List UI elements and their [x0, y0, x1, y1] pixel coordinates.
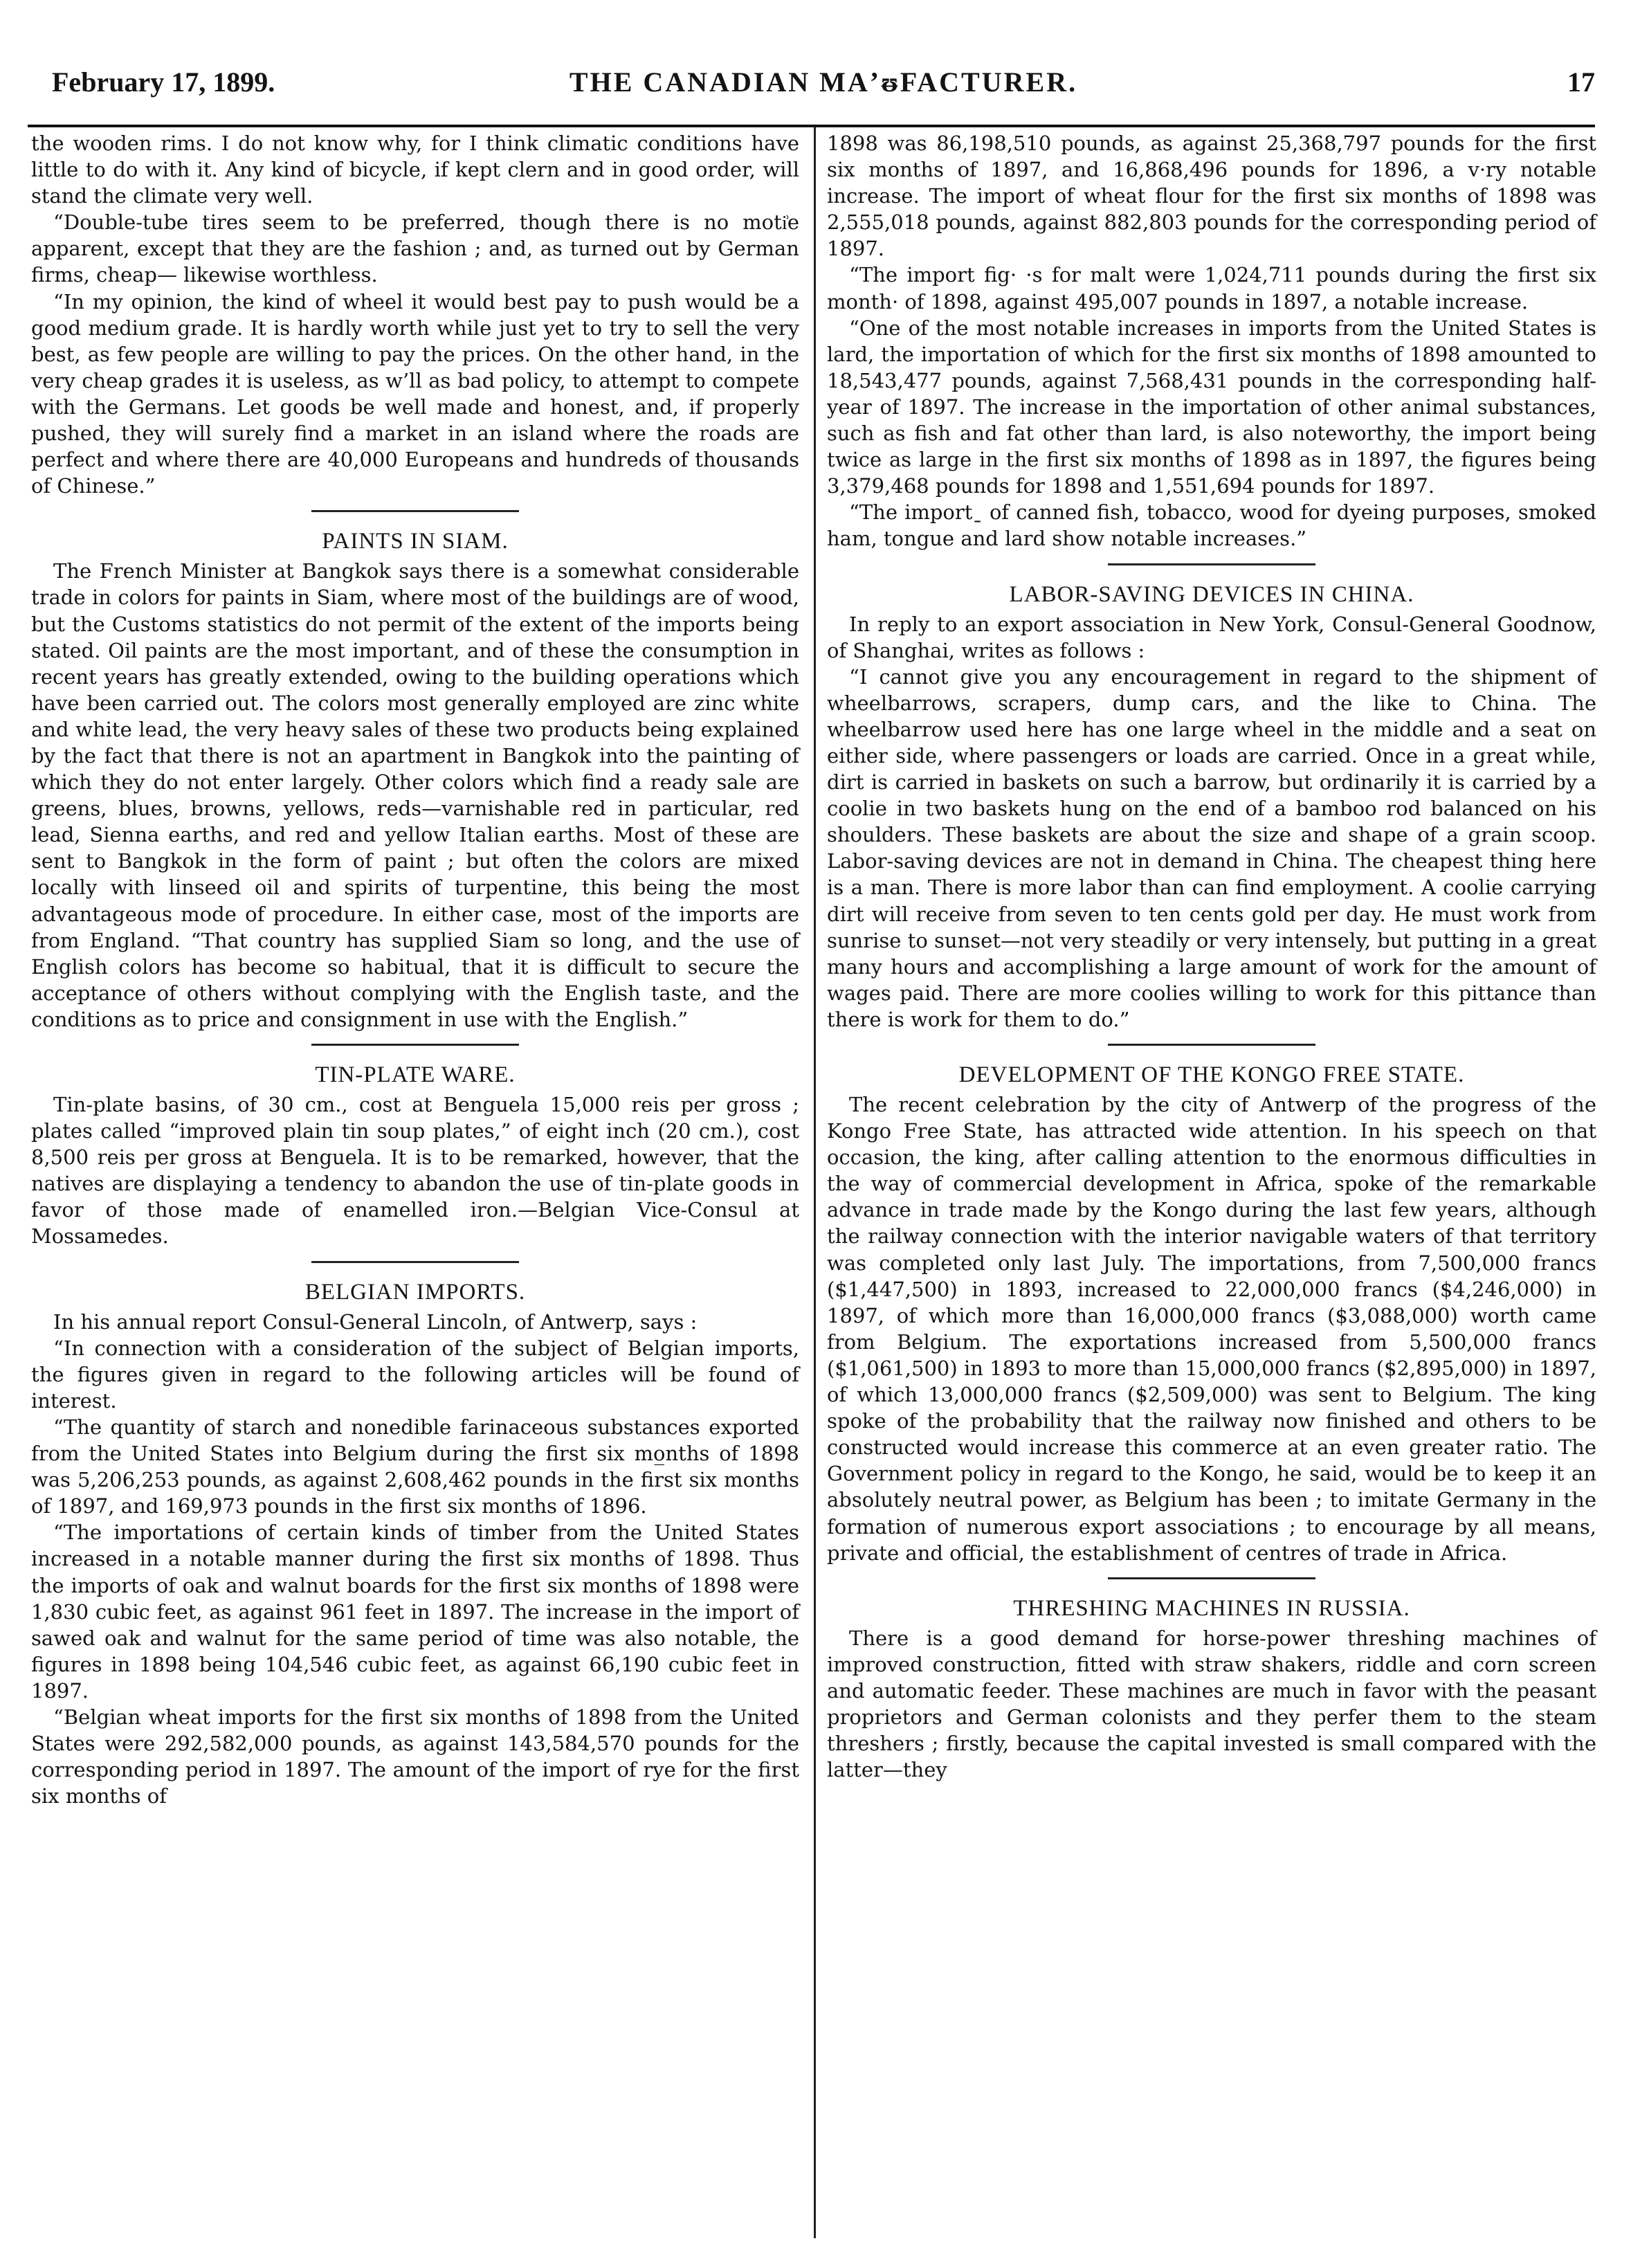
article-paragraph: The French Minister at Bangkok says there is a somewhat considerable trade in colors for paints in Siam, where most of the buildings are of wood, but the Customs statistics do not permit of the extent of the imports being stated. Oil paints are the most important, and of these the consumption in recent years has greatly extended, owing to the building operations which have been carried out. The colors most generally employed are zinc white and white lead, the very heavy sales of these two products being explained by the fact that there is not an apartment in Bangkok into the painting of which they do not enter largely. Other colors which find a ready sale are greens, blues, browns, yellows, reds—varnishable red in particular, red lead, Sienna earths, and red and yellow Italian earths. Most of these are sent to Bangkok in the form of paint ; but often the colors are mixed locally with linseed oil and spirits of turpentine, this being the most advantageous mode of procedure. In either case, most of the imports are from England. “That country has supplied Siam so long, and the use of English colors has become so habitual, that it is difficult to secure the acceptance of others without complying with the English taste, and the conditions as to price and consignment in use with the English.”	[31, 559, 799, 1031]
article-paragraph: The recent celebration by the city of Antwerp of the progress of the Kongo Free State, has attracted wide attention. In his speech on that occasion, the king, after calling attention to the enormous difficulties in the way of commercial development in Africa, spoke of the remarkable advance in trade made by the Kongo during the last few years, although the railway connection with the interior navigable waters of that territory was completed only last July. The importations, from 7,500,000 francs ($1,447,500) in 1893, increased to 22,000,000 francs ($4,246,000) in 1897, of which more than 16,000,000 francs ($3,088,000) worth came from Belgium. The exportations increased from 5,500,000 francs ($1,061,500) in 1893 to more than 15,000,000 francs ($2,895,000) in 1897, of which 13,000,000 francs ($2,509,000) was sent to Belgium. The king spoke of the probability that the railway now finished and others to be constructed would increase this commerce at an even greater ratio. The Government policy in regard to the Kongo, he said, would be to keep it an absolutely neutral power, as Belgium has been ; to imitate Germany in the formation of numerous export associations ; to encourage by all means, private and official, the establishment of centres of trade in Africa.	[827, 1093, 1596, 1565]
article-paragraph: “One of the most notable increases in imports from the United States is lard, the importation of which for the first six months of 1898 amounted to 18,543,477 pounds, against 7,568,431 pounds in the corresponding half-year of 1897. The increase in the importation of other animal substances, such as fish and fat other than lard, is also noteworthy, the import being twice as large in the first six months of 1898 as in 1897, the figures being 3,379,468 pounds for 1898 and 1,551,694 pounds for 1897.	[827, 316, 1596, 498]
right-column	[827, 130, 1596, 1783]
article-paragraph: 1898 was 86,198,510 pounds, as against 25,368,797 pounds for the first six months of 1897, and 16,868,496 pounds for 1896, a v·ry notable increase. The import of wheat flour for the first six months of 1898 was 2,555,018 pounds, against 882,803 pounds for the corresponding period of 1897.	[827, 131, 1596, 261]
article-paragraph: “Double-tube tires seem to be preferred, though there is no moti͗e apparent, except that they are the fashion ; and, as turned out by German firms, cheap— likewise worthless.	[31, 210, 799, 287]
section-separator	[311, 1044, 519, 1046]
article-heading: BELGIAN IMPORTS.	[304, 1279, 526, 1305]
column-divider	[814, 127, 816, 2238]
section-separator	[1108, 563, 1315, 565]
article-paragraph: “The importations of certain kinds of timber from the United States increased in a notable manner during the first six months of 1898. Thus the imports of oak and walnut boards for the first six months of 1898 were 1,830 cubic feet, as against 961 feet in 1897. The increase in the import of sawed oak and walnut for the same period of time was also notable, the figures in 1898 being 104,546 cubic feet, as against 66,190 cubic feet in 1897.	[31, 1521, 799, 1703]
article-labor-saving-devices	[827, 581, 1596, 1033]
article-paragraph: “I cannot give you any encouragement in regard to the shipment of wheelbarrows, scrapers, dump cars, and the like to China. The wheelbarrow used here has one large wheel in the middle and a seat on either side, where passengers or loads are carried. Once in a great while, dirt is carried in baskets on such a barrow, but ordinarily it is carried by a coolie in two baskets hung on the end of a bamboo rod balanced on his shoulders. These baskets are about the size and shape of a grain scoop. Labor-saving devices are not in demand in China. The cheapest thing here is a man. There is more labor than can find employment. A coolie carrying dirt will receive from seven to ten cents gold per day. He must work from sunrise to sunset—not very steadily or very intensely, but putting in a great many hours and accomplishing a large amount of work for the amount of wages paid. There are more coolies willing to work for this pittance than there is work for them to do.”	[827, 664, 1596, 1031]
article-paragraph: “The quantity of starch and nonedible farinaceous substances exported from the United States into Belgium during the first six mo̲nths of 1898 was 5,206,253 pounds, as against 2,608,462 pounds in the first six months of 1897, and 169,973 pounds in the first six months of 1896.	[31, 1415, 799, 1518]
article-heading: LABOR-SAVING DEVICES IN CHINA.	[1009, 581, 1414, 607]
article-paragraph: “Belgian wheat imports for the first six months of 1898 from the United States were 292,582,000 pounds, as against 143,584,570 pounds for the corresponding period in 1897. The amount of the import of rye for the first six months of	[31, 1705, 799, 1808]
article-heading: THRESHING MACHINES IN RUSSIA.	[1013, 1595, 1410, 1621]
article-paints-in-siam	[31, 527, 799, 1033]
article-kongo-free-state	[827, 1061, 1596, 1566]
article-paragraph: “The importˍ of canned fish, tobacco, wood for dyeing purposes, smoked ham, tongue and lard show notable increases.”	[827, 500, 1596, 551]
running-head	[52, 66, 1595, 107]
header-rule	[28, 125, 1595, 127]
left-column	[31, 130, 799, 1809]
section-separator	[1108, 1577, 1315, 1579]
article-paragraph: There is a good demand for horse-power threshing machines of improved construction, fitted with straw shakers, riddle and corn screen and automatic feeder. These machines are much in favor with the peasant proprietors and German colonists and they perfer them to the steam threshers ; firstly, because the capital invested is small compared with the latter—they	[827, 1626, 1596, 1782]
article-paragraph: the wooden rims. I do not know why, for I think climatic conditions have little to do with it. Any kind of bicycle, if kept clern and in good order, will stand the climate very well.	[31, 131, 799, 208]
section-separator	[311, 510, 519, 512]
article-belgian-imports	[31, 1278, 799, 1810]
article-heading: PAINTS IN SIAM.	[322, 529, 509, 554]
article-paragraph: “In my opinion, the kind of wheel it would best pay to push would be a good medium grade. It is hardly worth while just yet to try to sell the very best, as few people are willing to pay the prices. On the other hand, in the very cheap grades it is useless, as w’ll as bad policy, to attempt to compete with the Germans. Let goods be well made and honest, and, if properly pushed, they will surely find a market in an island where the roads are perfect and where there are 40,000 Europeans and hundreds of thousands of Chinese.”	[31, 289, 799, 498]
section-separator	[311, 1261, 519, 1263]
article-threshing-machines	[827, 1595, 1596, 1784]
article-tin-plate-ware	[31, 1061, 799, 1250]
section-separator	[1108, 1044, 1315, 1046]
article-heading: TIN-PLATE WARE.	[315, 1062, 516, 1087]
issue-date: February 17, 1899.	[52, 66, 275, 98]
article-heading: DEVELOPMENT OF THE KONGO FREE STATE.	[958, 1062, 1465, 1087]
article-paragraph: Tin-plate basins, of 30 cm., cost at Benguela 15,000 reis per gross ; plates called “improved plain tin soup plates,” of eight inch (20 cm.), cost 8,500 reis per gross at Benguela. It is to be remarked, however, that the natives are displaying a tendency to abandon the use of tin-plate goods in favor of those made of enamelled iron.—Belgian Vice-Consul at Mossamedes.	[31, 1093, 799, 1249]
article-paragraph: “In connection with a consideration of the subject of Belgian imports, the figures given in regard to the following articles will be found of interest.	[31, 1336, 799, 1413]
article-paragraph: In his annual report Consul-General Lincoln, of Antwerp, says :	[53, 1309, 698, 1334]
publication-title: THE CANADIAN MAʼᵿFACTURER.	[569, 66, 1078, 98]
article-bicycles-continued	[31, 130, 799, 499]
article-paragraph: In reply to an export association in New York, Consul-General Goodnow, of Shanghai, writes as follows :	[827, 612, 1596, 662]
page-number: 17	[1567, 66, 1595, 98]
article-paragraph: “The import fig· ·s for malt were 1,024,711 pounds during the first six month· of 1898, against 495,007 pounds in 1897, a notable increase.	[827, 263, 1596, 314]
article-belgian-imports-continued	[827, 130, 1596, 552]
